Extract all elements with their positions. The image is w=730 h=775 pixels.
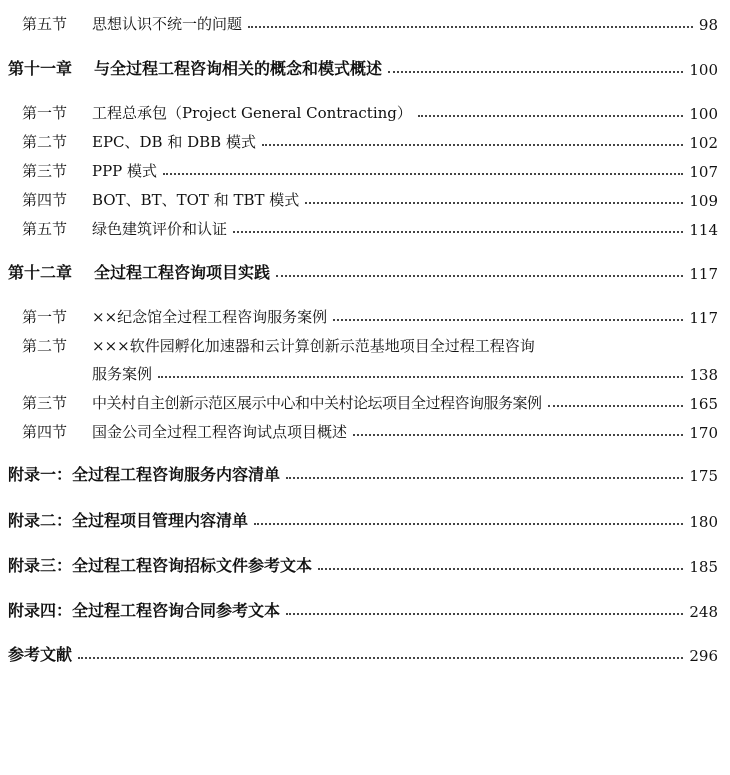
dot-leader xyxy=(388,71,683,73)
toc-entry-ch11-s3 xyxy=(0,153,730,181)
dot-leader xyxy=(286,477,683,479)
page-number: 165 xyxy=(689,395,718,413)
dot-leader xyxy=(78,657,683,659)
section-title: 中关村自主创新示范区展示中心和中关村论坛项目全过程咨询服务案例 xyxy=(92,394,542,412)
section-title: BOT、BT、TOT 和 TBT 模式 xyxy=(92,191,300,209)
toc-entry-ch11-s2 xyxy=(0,124,730,152)
toc-entry-ch11 xyxy=(0,51,730,79)
page-number: 296 xyxy=(689,647,718,665)
section-title: 绿色建筑评价和认证 xyxy=(92,220,228,238)
toc-entry-ch11-s4 xyxy=(0,182,730,210)
section-number: 第三节 xyxy=(22,394,68,412)
section-title: 工程总承包（Project General Contracting） xyxy=(92,104,412,122)
toc-entry-appendix-4 xyxy=(0,593,730,621)
toc-entry-appendix-3 xyxy=(0,548,730,576)
toc-entry-ch10-s5 xyxy=(0,6,730,34)
toc-entry-appendix-1 xyxy=(0,457,730,485)
dot-leader xyxy=(318,568,683,570)
section-title: ××纪念馆全过程工程咨询服务案例 xyxy=(92,308,328,326)
dot-leader xyxy=(254,523,683,525)
toc-entry-ch12-s3 xyxy=(0,385,730,413)
section-number: 第一节 xyxy=(22,308,68,326)
page-number: 170 xyxy=(689,424,718,442)
page-number: 98 xyxy=(698,16,718,34)
page-number: 138 xyxy=(689,366,718,384)
section-title: 思想认识不统一的问题 xyxy=(92,15,243,33)
page-number: 117 xyxy=(689,265,718,283)
dot-leader xyxy=(248,26,693,28)
page-number: 175 xyxy=(689,467,718,485)
toc-entry-ch12-s4 xyxy=(0,414,730,442)
dot-leader xyxy=(163,173,683,175)
page-number: 100 xyxy=(689,105,718,123)
dot-leader xyxy=(262,144,683,146)
toc-entry-ch11-s1 xyxy=(0,95,730,123)
appendix-title: 附录一：全过程工程咨询服务内容清单 xyxy=(8,465,281,484)
dot-leader xyxy=(158,376,683,378)
section-number: 第一节 xyxy=(22,104,68,122)
dot-leader xyxy=(233,231,683,233)
appendix-title: 附录四：全过程工程咨询合同参考文本 xyxy=(8,601,281,620)
section-number: 第二节 xyxy=(22,133,68,151)
page-number: 102 xyxy=(689,134,718,152)
dot-leader xyxy=(286,613,683,615)
chapter-title: 与全过程工程咨询相关的概念和模式概述 xyxy=(94,59,383,78)
dot-leader xyxy=(276,275,683,277)
dot-leader xyxy=(305,202,683,204)
appendix-title: 附录二：全过程项目管理内容清单 xyxy=(8,511,249,530)
chapter-number: 第十一章 xyxy=(8,59,73,78)
section-title: 国金公司全过程工程咨询试点项目概述 xyxy=(92,423,348,441)
section-number: 第五节 xyxy=(22,15,68,33)
page-number: 248 xyxy=(689,603,718,621)
toc-entry-ch11-s5 xyxy=(0,211,730,239)
references-title: 参考文献 xyxy=(8,645,73,664)
dot-leader xyxy=(548,405,684,407)
chapter-title: 全过程工程咨询项目实践 xyxy=(94,263,271,282)
section-number: 第二节 xyxy=(22,337,68,355)
toc-entry-ch12-s1 xyxy=(0,299,730,327)
toc-entry-ch12-s2-cont xyxy=(0,356,730,384)
section-number: 第三节 xyxy=(22,162,68,180)
section-number: 第五节 xyxy=(22,220,68,238)
section-title: EPC、DB 和 DBB 模式 xyxy=(92,133,256,151)
section-title: PPP 模式 xyxy=(92,162,158,180)
page-number: 117 xyxy=(689,309,718,327)
page-number: 185 xyxy=(689,558,718,576)
page-number: 109 xyxy=(689,192,718,210)
page-number: 180 xyxy=(689,513,718,531)
section-title: ×××软件园孵化加速器和云计算创新示范基地项目全过程工程咨询 xyxy=(92,337,535,355)
toc-entry-ch12-s2 xyxy=(0,328,730,356)
section-title-continued: 服务案例 xyxy=(92,365,153,383)
appendix-title: 附录三：全过程工程咨询招标文件参考文本 xyxy=(8,556,313,575)
section-number: 第四节 xyxy=(22,191,68,209)
page-number: 107 xyxy=(689,163,718,181)
dot-leader xyxy=(353,434,683,436)
dot-leader xyxy=(418,115,683,117)
page-number: 114 xyxy=(689,221,718,239)
chapter-number: 第十二章 xyxy=(8,263,73,282)
toc-entry-references xyxy=(0,637,730,665)
dot-leader xyxy=(333,319,683,321)
page-number: 100 xyxy=(689,61,718,79)
section-number: 第四节 xyxy=(22,423,68,441)
toc-entry-ch12 xyxy=(0,255,730,283)
toc-entry-appendix-2 xyxy=(0,503,730,531)
